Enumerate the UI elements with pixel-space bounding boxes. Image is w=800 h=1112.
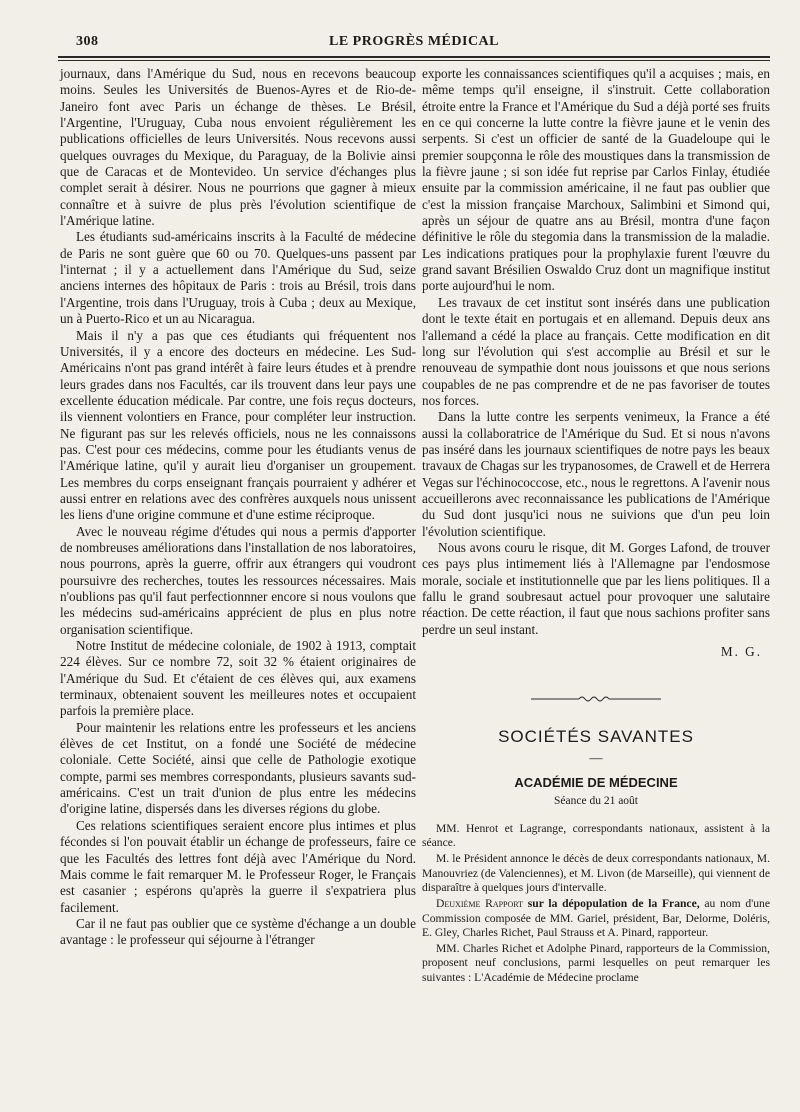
paragraph: Nous avons couru le risque, dit M. Gorges Lafond, de trouver ces pays plus intimement liés à l'Allemagne par l'endosmose morale, sociale et institutionnelle que par les liens politiques. Il a fallu le grand soubresaut actuel pour provoquer une salutaire réaction. De cette réaction, il faut que nous sachions profiter sans perdre un seul instant. (422, 539, 770, 637)
paragraph: Les travaux de cet institut sont insérés dans une publication dont le texte était en portugais et en allemand. Depuis deux ans l'allemand a cédé la place au français. Cette modification en dit long sur l'évolution qui s'est accomplie au Brésil et sur le renouveau de sympathie dont nous jouissons et que nous serions coupables de ne pas comprendre et de ne pas favoriser de toutes nos forces. (422, 294, 770, 408)
paragraph: Mais il n'y a pas que ces étudiants qui fréquentent nos Universités, il y a encore des docteurs en médecine. Les Sud-Américains n'ont pas grand intérêt à faire leurs études et à prendre leurs grades dans nos Facultés, car ils trouvent dans leur pays une excellente éducation médicale. Par contre, une fois reçus docteurs, ils viennent volontiers en France, pour compléter leur instruction. Ne figurant pas sur les relevés officiels, nous ne les connaissons pas. C'est pour ces médecins, comme pour les étudiants venus de l'Amérique latine, qu'il y aurait lieu d'organiser un groupement. Les membres du corps enseignant français pourraient y adhérer et aussi entrer en relations avec des confrères auxquels nous unissent les liens d'une origine commune et d'une estime réciproque. (60, 327, 416, 523)
minutes-paragraph: M. le Président annonce le décès de deux correspondants nationaux, M. Manouvriez (de Valenciennes), et M. Livon (de Marseille), qui viennent de disparaître à quelques jours d'intervalle. (422, 852, 770, 894)
rapport-subject: sur la dépopulation de la France, (527, 897, 700, 911)
rapport-label: Deuxième Rapport (436, 897, 524, 911)
paragraph: Pour maintenir les relations entre les professeurs et les anciens élèves de cet Institut, on a fondé une Société de médecine coloniale. Cette Société, ainsi que celle de Pathologie exotique compte, parmi ses membres correspondants, plusieurs savants sud-américains. C'est un trait d'union de plus entre les médecins d'origine latine, dispersés dans les diverses régions du globe. (60, 719, 416, 817)
author-signature: M. G. (720, 644, 762, 660)
session-date: Séance du 21 août (554, 795, 638, 808)
left-column (60, 66, 416, 949)
paragraph: Car il ne faut pas oublier que ce système d'échange a un double avantage : le professeur qui séjourne à l'étranger (60, 915, 416, 948)
section-dash: — (589, 750, 603, 766)
paragraph: Les étudiants sud-américains inscrits à la Faculté de médecine de Paris ne sont guère que 60 ou 70. Quelques-uns passent par l'internat ; il y a actuellement dans l'Amérique du Sud, seize anciens internes des hôpitaux de Paris : trois au Brésil, trois dans l'Argentine, trois dans l'Uruguay, trois à Cuba ; deux au Mexique, un à Puerto-Rico et un au Nicaragua. (60, 229, 416, 327)
paragraph: journaux, dans l'Amérique du Sud, nous en recevons beaucoup moins. Seules les Universités de Buenos-Ayres et de Rio-de-Janeiro font avec Paris un échange de thèses. Le Brésil, l'Argentine, l'Uruguay, Cuba nous envoient régulièrement les publications officielles de leurs Universités. Nous recevons aussi quelques ouvrages du Mexique, du Paraguay, de la Bolivie ainsi que de Caracas et de Montevideo. Un service d'échanges plus complet serait à désirer. Nous ne pourrions que gagner à mieux connaître et à suivre de plus près l'évolution scientifique de l'Amérique latine. (60, 66, 416, 229)
paragraph: Ces relations scientifiques seraient encore plus intimes et plus fécondes si l'on pouvait établir un échange de professeurs, faire ce que les Facultés des lettres font déjà avec l'Amérique du Nord. Mais comme le fait remarquer M. le Professeur Roger, le Français est casanier ; espérons qu'après la guerre il s'expatriera plus facilement. (60, 817, 416, 915)
ornament-divider (422, 692, 770, 708)
minutes-block (422, 822, 770, 985)
paragraph: exporte les connaissances scientifiques qu'il a acquises ; mais, en même temps qu'il enseigne, il s'instruit. Cette collaboration étroite entre la France et l'Amérique du Sud a déjà porté ses fruits en ce qui concerne la lutte contre la fièvre jaune et le venin des serpents. Si c'est un officier de santé de la Guadeloupe qui le premier soupçonna le rôle des moustiques dans la transmission de la fièvre jaune ; si son idée fut reprise par Carlos Finlay, étudiée ensuite par la commission américaine, il ne faut pas oublier que c'est la mission française Marchoux, Salimbini et Simond qui, après un séjour de quatre ans au Brésil, montra d'une façon définitive le rôle du stegomia dans la transmission de la maladie. Les indications pratiques pour la prophylaxie furent l'œuvre du grand savant Brésilien Oswaldo Cruz dont un magnifique institut porte aujourd'hui le nom. (422, 66, 770, 294)
paragraph: Avec le nouveau régime d'études qui nous a permis d'apporter de nombreuses améliorations dans l'installation de nos laboratoires, nous pourrons, après la guerre, offrir aux étrangers qui voudront poursuivre des recherches, toutes les ressources nécessaires. Mais n'oublions pas qu'il faut perfectionnner encore si nous voulons que les médecins sud-américains apprécient de plus en plus notre organisation scientifique. (60, 523, 416, 637)
minutes-paragraph (422, 897, 770, 940)
header-rule (58, 56, 770, 61)
page-header (58, 30, 770, 54)
minutes-paragraph: MM. Henrot et Lagrange, correspondants nationaux, assistent à la séance. (422, 821, 770, 850)
paragraph: Notre Institut de médecine coloniale, de 1902 à 1913, comptait 224 élèves. Sur ce nombre 72, soit 32 % étaient originaires de l'Amérique du Sud. Et c'étaient de ces élèves qui, aux examens terminaux, obtenaient souvent les meilleures notes et occupaient parfois la première place. (60, 638, 416, 719)
journal-title: LE PROGRÈS MÉDICAL (328, 34, 500, 49)
page-number: 308 (76, 34, 99, 49)
section-title: SOCIÉTÉS SAVANTES (498, 726, 694, 746)
paragraph: Dans la lutte contre les serpents venimeux, la France a été aussi la collaboratrice de l'Amérique du Sud. Et si nous n'avons pas inséré dans les journaux scientifiques de notre pays les beaux travaux de Chagas sur les trypanosomes, de Crawell et de Herrera Vegas sur l'échinococcose, etc., nous le regrettons. A l'avenir nous accueillerons avec reconnaissance les publications de l'Amérique du Sud dont jusqu'ici nous ne suivions que d'un peu loin l'évolution scientifique. (422, 409, 770, 539)
minutes-paragraph: MM. Charles Richet et Adolphe Pinard, rapporteurs de la Commission, proposent neuf conclusions, parmi lesquelles on peut remarquer les suivantes : L'Académie de Médecine proclame (422, 942, 770, 984)
wave-divider-icon (531, 694, 661, 704)
right-column (422, 66, 770, 987)
rapport-rest: au nom d'une Commission composée de MM. Gariel, président, Bar, Delorme, Doléris, E. Gley, Charles Richet, Paul Strauss et A. Pinard, rapporteur. (422, 897, 770, 939)
subsection-title: ACADÉMIE DE MÉDECINE (514, 775, 678, 791)
